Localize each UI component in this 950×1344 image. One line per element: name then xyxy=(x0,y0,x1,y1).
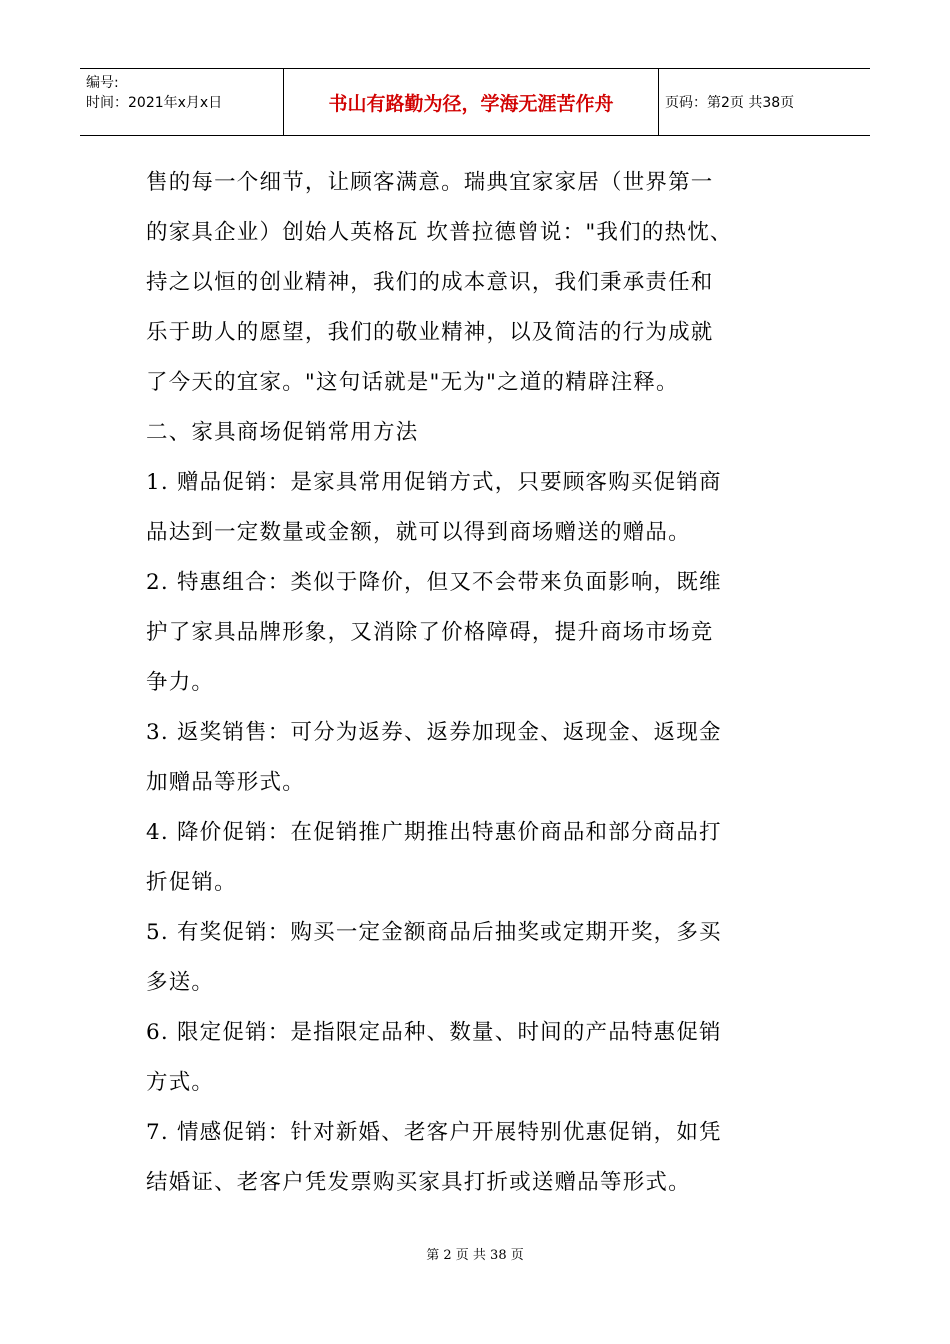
body-line: 护了家具品牌形象，又消除了价格障碍，提升商场市场竞 xyxy=(146,620,714,645)
body-line: 乐于助人的愿望，我们的敬业精神，以及简洁的行为成就 xyxy=(146,320,714,345)
body-line: 2. 特惠组合：类似于降价，但又不会带来负面影响，既维 xyxy=(146,570,722,595)
body-line: 品达到一定数量或金额，就可以得到商场赠送的赠品。 xyxy=(146,520,691,545)
header-page-info: 页码：第2页 共38页 xyxy=(665,95,795,111)
document-date: 时间：2021年x月x日 xyxy=(86,95,223,111)
body-line: 加赠品等形式。 xyxy=(146,770,305,795)
header-meta xyxy=(80,69,283,135)
body-line: 的家具企业）创始人英格瓦 坎普拉德曾说："我们的热忱、 xyxy=(146,220,733,245)
body-line: 7. 情感促销：针对新婚、老客户开展特别优惠促销，如凭 xyxy=(146,1120,722,1145)
body-line: 折促销。 xyxy=(146,870,237,895)
body-line: 3. 返奖销售：可分为返券、返券加现金、返现金、返现金 xyxy=(146,720,722,745)
document-number-label: 编号: xyxy=(86,75,119,91)
body-line: 方式。 xyxy=(146,1070,215,1095)
body-line: 售的每一个细节，让顾客满意。瑞典宜家家居（世界第一 xyxy=(146,170,714,195)
section-heading: 二、家具商场促销常用方法 xyxy=(146,420,419,445)
body-line: 持之以恒的创业精神，我们的成本意识，我们秉承责任和 xyxy=(146,270,714,295)
page-header xyxy=(80,68,870,136)
body-line: 1. 赠品促销：是家具常用促销方式，只要顾客购买促销商 xyxy=(146,470,722,495)
body-line: 争力。 xyxy=(146,670,215,695)
body-line: 6. 限定促销：是指限定品种、数量、时间的产品特惠促销 xyxy=(146,1020,722,1045)
body-line: 了今天的宜家。"这句话就是"无为"之道的精辟注释。 xyxy=(146,370,679,395)
body-line: 结婚证、老客户凭发票购买家具打折或送赠品等形式。 xyxy=(146,1170,691,1195)
body-line: 5. 有奖促销：购买一定金额商品后抽奖或定期开奖，多买 xyxy=(146,920,722,945)
document-body xyxy=(146,158,818,1208)
body-line: 多送。 xyxy=(146,970,215,995)
body-line: 4. 降价促销：在促销推广期推出特惠价商品和部分商品打 xyxy=(146,820,722,845)
page-footer: 第 2 页 共 38 页 xyxy=(426,1248,524,1263)
header-motto: 书山有路勤为径，学海无涯苦作舟 xyxy=(283,69,659,135)
